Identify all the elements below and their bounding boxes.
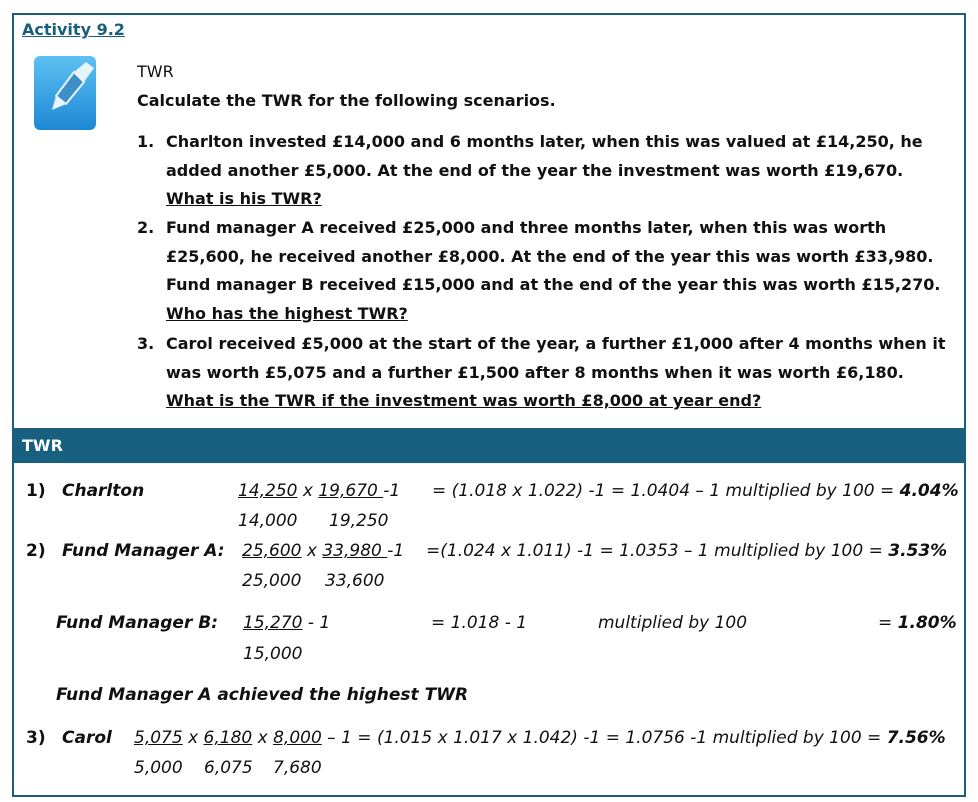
conclusion: Fund Manager A achieved the highest TWR [56, 685, 469, 705]
activity-instruction: Calculate the TWR for the following scenarios. [137, 91, 556, 110]
times: x [306, 541, 317, 561]
result: 1.80% [897, 613, 957, 633]
numerator: 15,270 [243, 613, 303, 633]
answer-b-result [878, 613, 957, 633]
question-text: Carol received £5,000 at the start of the year, a further £1,000 after 4 months when it was worth £5,075 and a further £1,500 after 8 months when it was worth £6,180. [166, 334, 946, 382]
question-ask: What is his TWR? [166, 189, 322, 208]
answer-2-denominator-1: 25,000 [242, 571, 302, 591]
numerator: 6,180 [203, 728, 253, 748]
answer-3-calc [134, 728, 946, 748]
pencil-icon [34, 56, 96, 130]
answer-3-denominator-2: 6,075 [204, 758, 253, 778]
numerator: 5,075 [134, 728, 183, 748]
answer-b-formula [243, 613, 330, 633]
minus-one: - 1 [302, 613, 331, 633]
answer-1-name: Charlton [62, 481, 145, 501]
question-number: 3. [137, 334, 155, 353]
answers-band: TWR [14, 430, 964, 463]
minus-one: -1 [387, 541, 405, 561]
question-text: Fund manager A received £25,000 and three months later, when this was worth £25,600, he received another £8,000. At the end of the year this was worth £33,980. Fund manager B received £15,000 and at the end of the year this was worth £15,270. [166, 218, 941, 294]
question-ask: What is the TWR if the investment was worth £8,000 at year end? [166, 391, 762, 410]
question-ask: Who has the highest TWR? [166, 303, 408, 323]
answer-2-calc [426, 541, 947, 561]
answer-3-denominator-1: 5,000 [134, 758, 183, 778]
answer-3-name: Carol [62, 728, 112, 748]
times: x [302, 481, 313, 501]
numerator: 33,980 [322, 541, 388, 561]
result: 7.56% [886, 728, 946, 748]
minus-one: -1 [383, 481, 401, 501]
times: x [252, 728, 274, 748]
answer-1-number: 1) [26, 481, 46, 501]
numerator: 14,250 [238, 481, 298, 501]
answer-b-eq: = 1.018 - 1 [431, 613, 528, 633]
calculation: =(1.024 x 1.011) -1 = 1.0353 – 1 multiplied by 100 = [426, 541, 889, 561]
answer-1-denominator-2: 19,250 [329, 511, 389, 531]
numerator: 25,600 [242, 541, 302, 561]
answer-1-denominator-1: 14,000 [238, 511, 298, 531]
answer-2-number: 2) [26, 541, 46, 561]
answer-b-denominator: 15,000 [243, 644, 303, 664]
calculation: – 1 = (1.015 x 1.017 x 1.042) -1 = 1.0756 -1 multiplied by 100 = [321, 728, 887, 748]
question-number: 1. [137, 132, 155, 151]
answer-2-name: Fund Manager A: [62, 541, 225, 561]
question-text: Charlton invested £14,000 and 6 months later, when this was valued at £14,250, he added another £5,000. At the end of the year the investment was worth £19,670. [166, 132, 923, 180]
answer-2-formula [242, 541, 404, 561]
times: x [182, 728, 204, 748]
answer-3-denominator-3: 7,680 [273, 758, 322, 778]
answer-1-calc [432, 481, 959, 501]
answer-2-denominator-2: 33,600 [325, 571, 385, 591]
calculation: = (1.018 x 1.022) -1 = 1.0404 – 1 multiplied by 100 = [432, 481, 900, 501]
answer-b-name: Fund Manager B: [56, 613, 218, 633]
answer-3-number: 3) [26, 728, 46, 748]
question-number: 2. [137, 218, 155, 237]
numerator: 8,000 [273, 728, 322, 748]
activity-heading: TWR [137, 62, 174, 81]
result: 3.53% [888, 541, 948, 561]
answer-1-formula [238, 481, 400, 501]
answer-b-multiplier: multiplied by 100 [598, 613, 748, 633]
activity-title: Activity 9.2 [22, 20, 125, 39]
numerator: 19,670 [318, 481, 384, 501]
result: 4.04% [899, 481, 959, 501]
equals: = [878, 613, 898, 633]
